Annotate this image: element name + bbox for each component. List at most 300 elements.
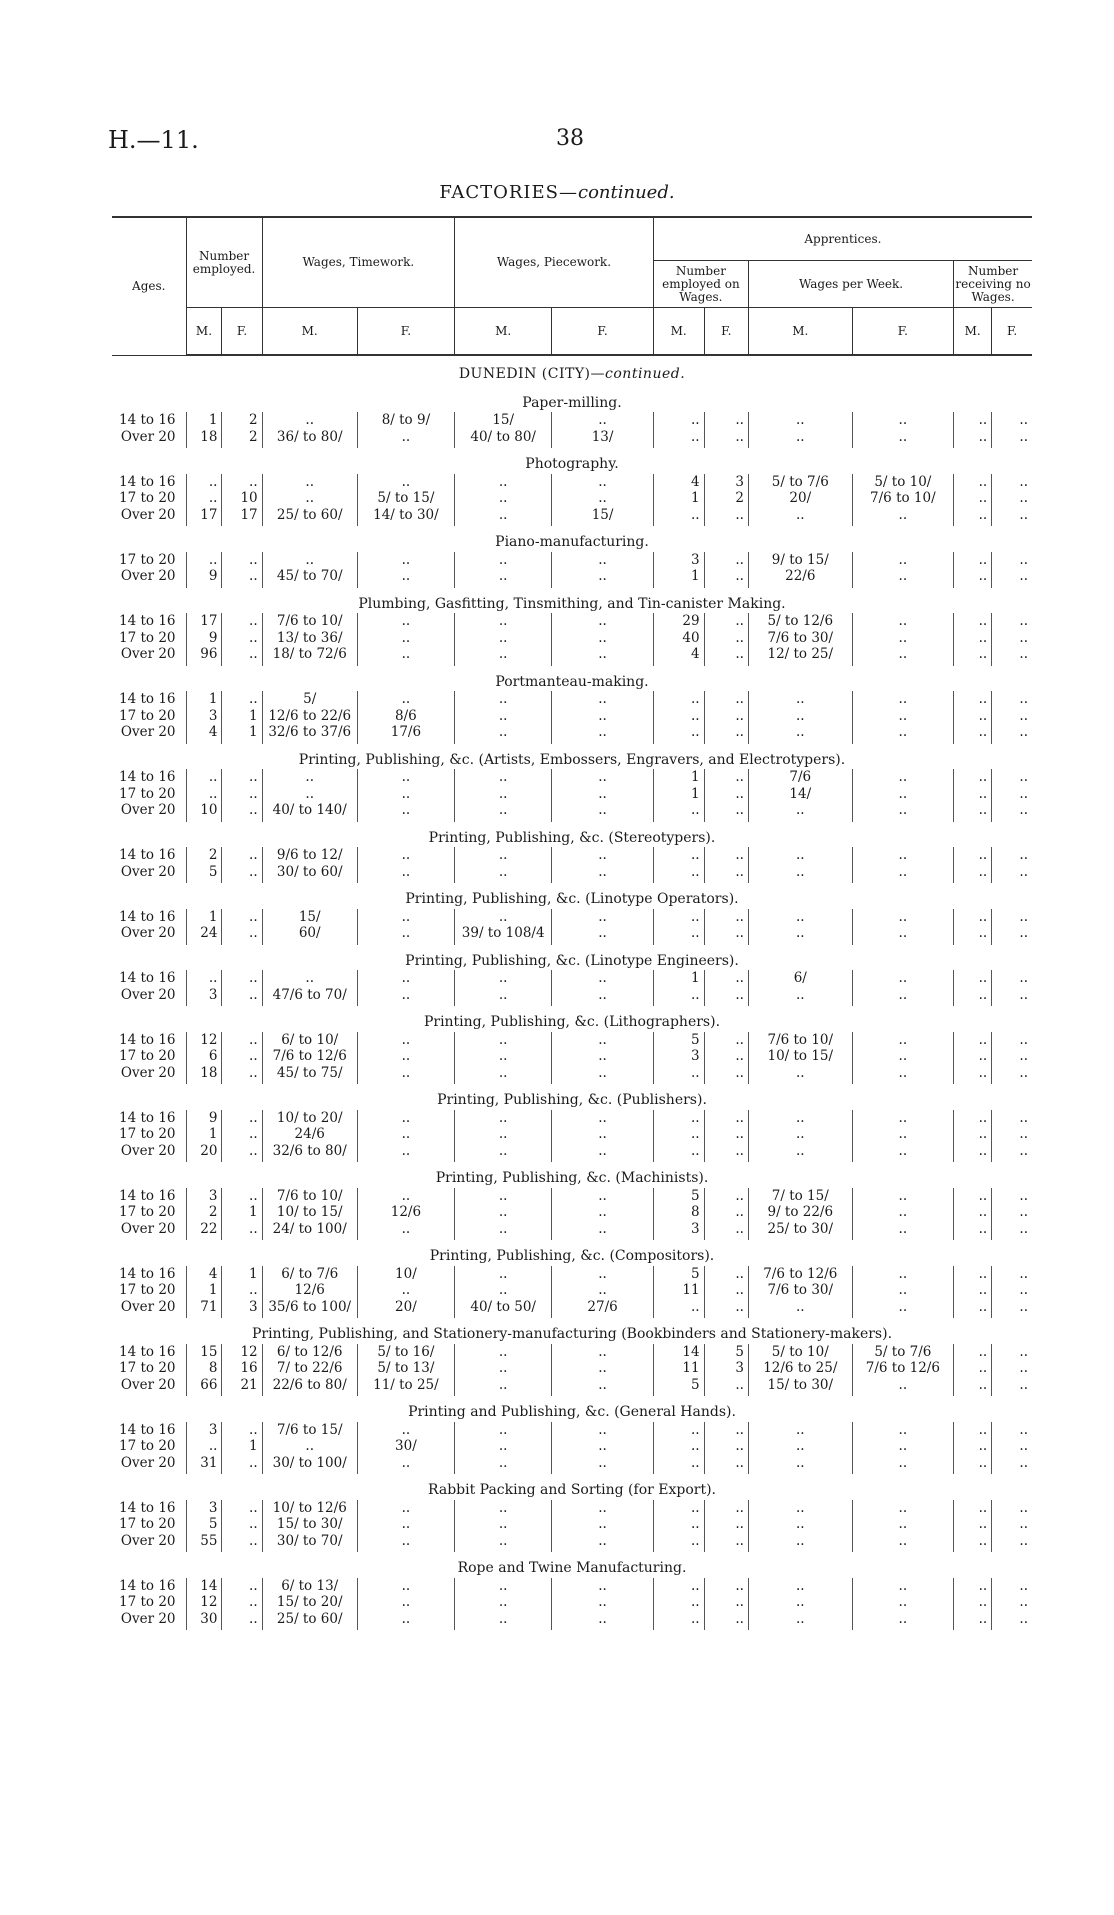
- age-range: 14 to 16: [119, 613, 176, 629]
- table-row: [112, 1126, 1032, 1143]
- table-row: [112, 412, 1032, 429]
- table-cell: ..: [552, 1516, 654, 1533]
- section-heading-row: [112, 588, 1032, 614]
- table-cell: 24/ to 100/: [262, 1221, 357, 1241]
- table-cell: ..: [552, 646, 654, 666]
- table-cell: ..: [704, 724, 748, 744]
- table-cell: 10/ to 12/6: [262, 1500, 357, 1517]
- table-row: [112, 552, 1032, 569]
- table-cell: ..: [748, 1422, 852, 1439]
- table-cell: ..: [992, 507, 1032, 527]
- table-cell: ..: [357, 769, 454, 786]
- age-range: 14 to 16: [119, 1109, 176, 1126]
- table-cell: ..: [455, 1032, 552, 1049]
- table-cell: ..: [992, 1377, 1032, 1397]
- table-cell: 5: [653, 1266, 704, 1283]
- header-m: M.: [262, 308, 357, 356]
- table-cell: 14: [653, 1344, 704, 1361]
- table-cell: 5/ to 15/: [357, 490, 454, 507]
- table-cell: ..: [455, 1594, 552, 1611]
- table-cell: ..: [992, 786, 1032, 803]
- table-cell: ..: [852, 412, 954, 429]
- table-cell: ..: [852, 1221, 954, 1241]
- table-cell: 2: [222, 429, 262, 449]
- table-cell: ..: [262, 412, 357, 429]
- table-cell: ..: [357, 1594, 454, 1611]
- table-cell: ..: [992, 724, 1032, 744]
- table-cell: ..: [455, 970, 552, 987]
- table-row: [112, 568, 1032, 588]
- table-cell: ..: [552, 987, 654, 1007]
- table-cell: 1: [653, 970, 704, 987]
- table-cell: ..: [357, 909, 454, 926]
- table-cell: ..: [222, 1065, 262, 1085]
- table-cell: ..: [222, 474, 262, 491]
- table-cell: ..: [704, 552, 748, 569]
- age-range: Over 20: [120, 802, 176, 818]
- table-cell: 29: [653, 613, 704, 630]
- table-cell: ..: [552, 769, 654, 786]
- header-apprentices: Apprentices.: [653, 217, 1032, 261]
- table-cell: ..: [992, 1048, 1032, 1065]
- table-row: [112, 1377, 1032, 1397]
- table-cell: ..: [704, 802, 748, 822]
- table-cell: ..: [222, 1578, 262, 1595]
- table-cell: ..: [954, 1032, 992, 1049]
- table-cell: ..: [852, 613, 954, 630]
- table-cell: ..: [852, 646, 954, 666]
- table-cell: ..: [852, 507, 954, 527]
- table-cell: ..: [704, 507, 748, 527]
- table-cell: ..: [357, 1221, 454, 1241]
- table-cell: ..: [704, 630, 748, 647]
- age-range: Over 20: [120, 506, 176, 523]
- header-apprentices-wages-per-week: Wages per Week.: [748, 261, 953, 308]
- table-cell: 30/: [357, 1438, 454, 1455]
- table-row: [112, 1032, 1032, 1049]
- table-cell: ..: [357, 1126, 454, 1143]
- table-cell: ..: [992, 1594, 1032, 1611]
- table-cell: ..: [552, 1048, 654, 1065]
- table-cell: 55: [186, 1533, 222, 1553]
- table-cell: ..: [992, 1422, 1032, 1439]
- age-range: 14 to 16: [119, 473, 176, 490]
- table-cell: ..: [552, 568, 654, 588]
- table-cell: ..: [222, 769, 262, 786]
- age-range: Over 20: [120, 428, 176, 445]
- table-cell: ..: [852, 1299, 954, 1319]
- table-cell: 3: [653, 1048, 704, 1065]
- table-cell: ..: [357, 630, 454, 647]
- table-cell: ..: [552, 1344, 654, 1361]
- table-cell: ..: [992, 630, 1032, 647]
- page-number: 38: [556, 126, 584, 151]
- header-m: M.: [653, 308, 704, 356]
- table-cell: ..: [704, 1282, 748, 1299]
- table-cell: ..: [954, 568, 992, 588]
- table-cell: ..: [455, 708, 552, 725]
- table-cell: ..: [852, 1188, 954, 1205]
- table-cell: 30/ to 70/: [262, 1533, 357, 1553]
- age-range: Over 20: [120, 863, 176, 880]
- table-cell: 9: [186, 568, 222, 588]
- table-cell: ..: [852, 691, 954, 708]
- table-cell: ..: [704, 864, 748, 884]
- table-cell: 7/6 to 10/: [262, 1188, 357, 1205]
- table-cell: ..: [992, 412, 1032, 429]
- table-cell: 8/6: [357, 708, 454, 725]
- table-cell: ..: [704, 1126, 748, 1143]
- table-cell: ..: [992, 1611, 1032, 1631]
- table-cell: ..: [954, 1188, 992, 1205]
- age-range: Over 20: [120, 1610, 176, 1627]
- table-cell: ..: [357, 1533, 454, 1553]
- table-cell: ..: [222, 568, 262, 588]
- table-row: [112, 507, 1032, 527]
- table-cell: ..: [704, 925, 748, 945]
- table-cell: ..: [704, 1032, 748, 1049]
- header-apprentices-no-wages: Number receiving no Wages.: [954, 261, 1032, 308]
- table-cell: ..: [704, 1377, 748, 1397]
- table-cell: ..: [552, 1594, 654, 1611]
- section-heading-row: [112, 1396, 1032, 1422]
- table-cell: ..: [748, 1611, 852, 1631]
- table-cell: ..: [704, 1611, 748, 1631]
- table-row: [112, 490, 1032, 507]
- table-cell: ..: [852, 1143, 954, 1163]
- table-cell: ..: [992, 1344, 1032, 1361]
- table-cell: 18: [186, 1065, 222, 1085]
- table-cell: ..: [704, 1422, 748, 1439]
- table-cell: 12/6 to 22/6: [262, 708, 357, 725]
- table-cell: ..: [954, 552, 992, 569]
- table-cell: ..: [852, 802, 954, 822]
- table-cell: ..: [222, 1422, 262, 1439]
- table-row: [112, 708, 1032, 725]
- table-row: [112, 802, 1032, 822]
- table-cell: ..: [653, 1143, 704, 1163]
- table-cell: ..: [852, 987, 954, 1007]
- table-cell: ..: [954, 1266, 992, 1283]
- section-heading-row: [112, 883, 1032, 909]
- header-m: M.: [954, 308, 992, 356]
- table-cell: 25/ to 30/: [748, 1221, 852, 1241]
- table-row: [112, 1048, 1032, 1065]
- table-cell: ..: [748, 1516, 852, 1533]
- table-cell: ..: [357, 786, 454, 803]
- table-cell: 3: [186, 1188, 222, 1205]
- table-row: [112, 1299, 1032, 1319]
- table-cell: ..: [357, 847, 454, 864]
- table-cell: 12/6: [357, 1204, 454, 1221]
- table-cell: ..: [455, 1188, 552, 1205]
- table-cell: ..: [748, 1500, 852, 1517]
- table-cell: ..: [748, 864, 852, 884]
- table-row: [112, 847, 1032, 864]
- table-cell: ..: [852, 786, 954, 803]
- table-cell: ..: [748, 1299, 852, 1319]
- table-cell: 1: [222, 1266, 262, 1283]
- table-cell: 7/6 to 30/: [748, 630, 852, 647]
- table-cell: 6/ to 13/: [262, 1578, 357, 1595]
- table-cell: 5/: [262, 691, 357, 708]
- table-cell: ..: [455, 1266, 552, 1283]
- table-cell: ..: [357, 864, 454, 884]
- table-cell: 4: [186, 724, 222, 744]
- table-cell: ..: [852, 708, 954, 725]
- table-cell: ..: [455, 1516, 552, 1533]
- table-cell: 20: [186, 1143, 222, 1163]
- table-cell: ..: [992, 1204, 1032, 1221]
- table-cell: ..: [954, 864, 992, 884]
- table-row: [112, 1344, 1032, 1361]
- table-cell: 12/6: [262, 1282, 357, 1299]
- section-title: Portmanteau-making.: [495, 673, 649, 690]
- table-cell: ..: [748, 691, 852, 708]
- age-range: Over 20: [120, 646, 176, 662]
- table-cell: ..: [186, 474, 222, 491]
- table-cell: ..: [186, 490, 222, 507]
- table-cell: ..: [704, 568, 748, 588]
- section-title: Piano-manufacturing.: [495, 534, 649, 550]
- table-cell: ..: [954, 1360, 992, 1377]
- section-title: Printing, Publishing, &c. (Lithographers).: [423, 1014, 721, 1030]
- table-cell: 15/ to 20/: [262, 1594, 357, 1611]
- table-cell: 11/ to 25/: [357, 1377, 454, 1397]
- age-range: Over 20: [120, 1142, 176, 1159]
- table-cell: ..: [222, 1594, 262, 1611]
- header-wages-timework: Wages, Timework.: [262, 217, 454, 308]
- table-cell: ..: [455, 1221, 552, 1241]
- table-cell: ..: [552, 1266, 654, 1283]
- table-cell: ..: [653, 1516, 704, 1533]
- table-cell: ..: [222, 630, 262, 647]
- table-cell: ..: [552, 925, 654, 945]
- age-range: 17 to 20: [119, 490, 176, 506]
- header-wages-piecework: Wages, Piecework.: [455, 217, 654, 308]
- table-cell: ..: [552, 1143, 654, 1163]
- table-cell: ..: [455, 1126, 552, 1143]
- table-cell: ..: [552, 970, 654, 987]
- table-cell: ..: [852, 1422, 954, 1439]
- table-cell: ..: [748, 412, 852, 429]
- age-range: 17 to 20: [119, 707, 176, 724]
- table-cell: 25/ to 60/: [262, 507, 357, 527]
- table-row: [112, 1188, 1032, 1205]
- table-cell: ..: [455, 1578, 552, 1595]
- section-heading-row: [112, 1552, 1032, 1578]
- section-heading-row: [112, 1474, 1032, 1500]
- table-cell: ..: [552, 613, 654, 630]
- section-title: Printing and Publishing, &c. (General Hands).: [408, 1404, 736, 1420]
- table-cell: ..: [748, 1110, 852, 1127]
- table-cell: 5: [653, 1377, 704, 1397]
- table-cell: ..: [653, 412, 704, 429]
- table-cell: 1: [222, 708, 262, 725]
- table-cell: 11: [653, 1360, 704, 1377]
- section-heading-row: [112, 822, 1032, 848]
- header-apprentices-employed-on-wages: Number employed on Wages.: [653, 261, 748, 308]
- table-cell: ..: [704, 1221, 748, 1241]
- table-cell: 4: [653, 474, 704, 491]
- table-row: [112, 970, 1032, 987]
- table-cell: ..: [954, 1126, 992, 1143]
- table-cell: ..: [455, 1438, 552, 1455]
- section-title: Rabbit Packing and Sorting (for Export).: [427, 1482, 717, 1498]
- age-range: 14 to 16: [119, 1343, 176, 1360]
- table-cell: ..: [357, 925, 454, 945]
- table-cell: ..: [186, 552, 222, 569]
- table-cell: ..: [653, 429, 704, 449]
- table-cell: 6/: [748, 970, 852, 987]
- table-cell: ..: [262, 552, 357, 569]
- page-title-continued: continued.: [578, 182, 675, 203]
- table-cell: ..: [704, 1048, 748, 1065]
- table-cell: 7/6 to 12/6: [748, 1266, 852, 1283]
- table-cell: 17: [222, 507, 262, 527]
- section-title: Printing, Publishing, &c. (Compositors).: [429, 1248, 715, 1264]
- table-cell: 17: [186, 613, 222, 630]
- table-cell: ..: [852, 724, 954, 744]
- table-cell: ..: [186, 769, 222, 786]
- table-cell: 1: [186, 412, 222, 429]
- table-cell: 10/ to 15/: [748, 1048, 852, 1065]
- table-cell: ..: [455, 630, 552, 647]
- table-cell: ..: [852, 568, 954, 588]
- table-cell: ..: [552, 1611, 654, 1631]
- table-cell: ..: [222, 552, 262, 569]
- table-row: [112, 1500, 1032, 1517]
- table-cell: ..: [653, 724, 704, 744]
- table-cell: ..: [954, 708, 992, 725]
- age-range: Over 20: [120, 568, 176, 584]
- table-cell: 13/: [552, 429, 654, 449]
- table-cell: ..: [552, 724, 654, 744]
- table-cell: ..: [262, 970, 357, 987]
- table-cell: 12: [222, 1344, 262, 1361]
- table-row: [112, 1611, 1032, 1631]
- table-cell: ..: [186, 786, 222, 803]
- table-cell: ..: [704, 786, 748, 803]
- table-cell: ..: [222, 1516, 262, 1533]
- table-cell: ..: [748, 1065, 852, 1085]
- table-cell: ..: [653, 1500, 704, 1517]
- table-cell: 30/ to 100/: [262, 1455, 357, 1475]
- table-cell: 7/6: [748, 769, 852, 786]
- table-cell: ..: [852, 1455, 954, 1475]
- table-cell: ..: [262, 786, 357, 803]
- age-range: 14 to 16: [119, 1577, 176, 1594]
- table-cell: 9/6 to 12/: [262, 847, 357, 864]
- table-cell: ..: [455, 646, 552, 666]
- table-cell: ..: [455, 613, 552, 630]
- table-cell: ..: [552, 1032, 654, 1049]
- age-range: 14 to 16: [119, 970, 176, 986]
- table-cell: ..: [954, 802, 992, 822]
- table-cell: ..: [357, 1188, 454, 1205]
- table-row: [112, 691, 1032, 708]
- table-cell: ..: [954, 691, 992, 708]
- table-cell: 3: [186, 708, 222, 725]
- table-cell: ..: [455, 1611, 552, 1631]
- table-cell: ..: [954, 1516, 992, 1533]
- table-cell: ..: [455, 1455, 552, 1475]
- table-cell: ..: [992, 987, 1032, 1007]
- table-cell: ..: [748, 909, 852, 926]
- table-cell: ..: [222, 1455, 262, 1475]
- table-cell: 6/ to 12/6: [262, 1344, 357, 1361]
- table-cell: ..: [704, 1299, 748, 1319]
- table-row: [112, 1282, 1032, 1299]
- table-cell: ..: [357, 1422, 454, 1439]
- table-cell: ..: [992, 1516, 1032, 1533]
- age-range: Over 20: [120, 1220, 176, 1237]
- table-cell: 7/6 to 10/: [748, 1032, 852, 1049]
- table-cell: ..: [954, 1065, 992, 1085]
- table-cell: ..: [357, 1282, 454, 1299]
- table-cell: ..: [852, 1065, 954, 1085]
- table-cell: ..: [852, 1032, 954, 1049]
- table-cell: ..: [262, 474, 357, 491]
- table-cell: 32/6 to 37/6: [262, 724, 357, 744]
- table-cell: ..: [552, 1438, 654, 1455]
- table-cell: 12/ to 25/: [748, 646, 852, 666]
- table-cell: ..: [704, 1438, 748, 1455]
- age-range: Over 20: [120, 724, 176, 740]
- table-cell: ..: [357, 1143, 454, 1163]
- table-cell: 22/6 to 80/: [262, 1377, 357, 1397]
- table-cell: ..: [552, 1377, 654, 1397]
- table-cell: ..: [653, 1533, 704, 1553]
- table-cell: 15/ to 30/: [262, 1516, 357, 1533]
- table-cell: ..: [455, 909, 552, 926]
- table-cell: ..: [704, 412, 748, 429]
- table-cell: 3: [222, 1299, 262, 1319]
- table-cell: 10/ to 15/: [262, 1204, 357, 1221]
- age-range: 14 to 16: [119, 1421, 176, 1438]
- table-cell: ..: [954, 1377, 992, 1397]
- table-row: [112, 1594, 1032, 1611]
- table-cell: 10: [222, 490, 262, 507]
- table-cell: 17/6: [357, 724, 454, 744]
- table-cell: ..: [653, 925, 704, 945]
- age-range: 17 to 20: [119, 785, 176, 802]
- table-cell: ..: [455, 769, 552, 786]
- table-cell: 7/6 to 15/: [262, 1422, 357, 1439]
- table-cell: ..: [455, 724, 552, 744]
- table-cell: ..: [552, 1126, 654, 1143]
- age-range: 17 to 20: [119, 551, 176, 568]
- table-cell: ..: [704, 1065, 748, 1085]
- table-cell: ..: [748, 724, 852, 744]
- header-f: F.: [704, 308, 748, 356]
- table-cell: ..: [552, 864, 654, 884]
- table-cell: ..: [954, 1533, 992, 1553]
- table-cell: 30/ to 60/: [262, 864, 357, 884]
- table-cell: ..: [552, 1533, 654, 1553]
- table-cell: ..: [992, 925, 1032, 945]
- table-cell: ..: [852, 1282, 954, 1299]
- table-cell: ..: [704, 987, 748, 1007]
- section-title: Plumbing, Gasfitting, Tinsmithing, and Tin-canister Making.: [358, 595, 786, 612]
- table-cell: 5: [186, 1516, 222, 1533]
- table-cell: ..: [455, 1065, 552, 1085]
- table-cell: ..: [455, 1143, 552, 1163]
- table-cell: ..: [455, 864, 552, 884]
- table-cell: 60/: [262, 925, 357, 945]
- table-cell: 1: [653, 490, 704, 507]
- table-cell: 3: [704, 1360, 748, 1377]
